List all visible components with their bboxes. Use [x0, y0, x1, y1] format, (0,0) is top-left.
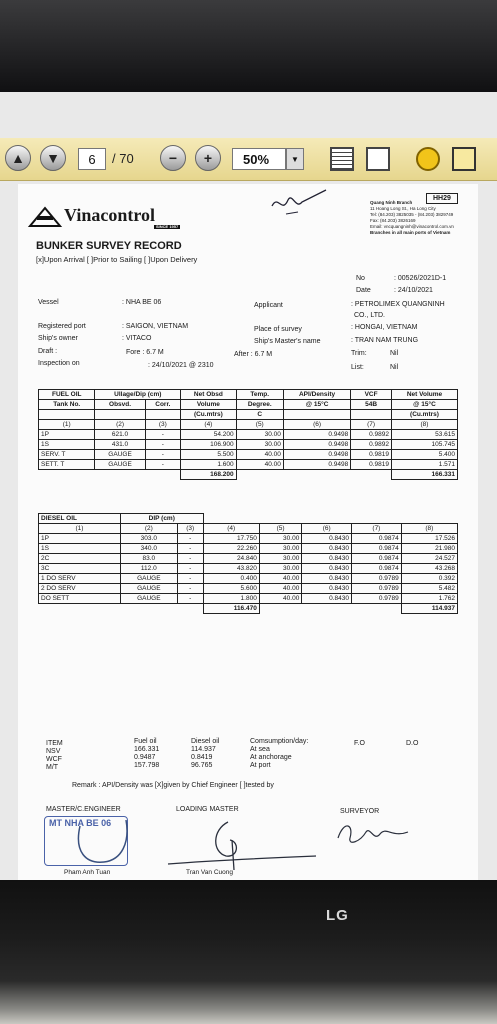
zoom-dropdown-button[interactable] [286, 148, 304, 170]
table-cell: 0.9789 [352, 574, 402, 584]
table-cell: 5.500 [181, 450, 237, 460]
table-cell: 1.762 [401, 594, 457, 604]
table-cell: 2C [39, 554, 121, 564]
inspection-value: : 24/10/2021 @ 2310 [148, 362, 214, 369]
page-number-input[interactable]: 6 [78, 148, 106, 170]
signature-initials [268, 186, 330, 222]
table-cell: 83.0 [120, 554, 177, 564]
fuel-oil-table [38, 389, 458, 480]
summary-fuel-wcf: 0.9487 [134, 754, 156, 761]
table-cell: 1.800 [203, 594, 259, 604]
table-cell: 1S [39, 544, 121, 554]
table-cell: 0.392 [401, 574, 457, 584]
table-cell: - [145, 440, 181, 450]
th-cumtrs-b: (Cu.mtrs) [391, 410, 457, 420]
table-cell: 1P [39, 430, 95, 440]
loading-master-name: Tran Van Cuong [186, 869, 233, 876]
port-value: : SAIGON, VIETNAM [122, 323, 189, 330]
stamp-text: MT NHA BE 06 [49, 818, 112, 828]
th-net-obsd: Net Obsd [181, 390, 237, 400]
table-cell: 40.00 [259, 574, 302, 584]
table-cell: - [177, 564, 203, 574]
th-blank [283, 410, 350, 420]
loading-master-signature [148, 812, 318, 872]
table-cell: 43.820 [203, 564, 259, 574]
summary-fuel-nsv: 166.331 [134, 746, 160, 753]
at-port-label: At port [250, 762, 271, 769]
col-num: (5) [236, 420, 283, 430]
table-cell: 0.8430 [302, 564, 352, 574]
summary-diesel-label: Diesel oil [191, 738, 220, 745]
owner-label: Ship's owner [38, 335, 78, 342]
th-c: C [236, 410, 283, 420]
table-cell: 0.8430 [302, 554, 352, 564]
table-cell: - [177, 594, 203, 604]
table-cell: 0.9498 [283, 450, 350, 460]
col-num: (1) [39, 420, 95, 430]
th-blank [351, 410, 392, 420]
table-cell: 0.9874 [352, 564, 402, 574]
monitor-bezel-bottom [0, 880, 497, 1024]
zoom-in-button[interactable] [195, 145, 221, 171]
branch-line-2: 11 Hoang Long St., Ha Long City [370, 206, 436, 211]
table-cell: 40.00 [236, 460, 283, 470]
th-corr: Corr. [145, 400, 181, 410]
table-cell: 0.8430 [302, 544, 352, 554]
list-label: List: [351, 364, 364, 371]
table-cell: 0.8430 [302, 584, 352, 594]
col-num: (2) [120, 524, 177, 534]
col-num: (6) [283, 420, 350, 430]
th-tank: Tank No. [39, 400, 95, 410]
branch-line-4: Fax: (84.203) 3826169 [370, 218, 416, 223]
table-cell: 112.0 [120, 564, 177, 574]
table-cell: 1S [39, 440, 95, 450]
branch-line-6: Branches in all main ports of Vietnam [370, 230, 451, 235]
draft-label: Draft : [38, 348, 58, 355]
diesel-rows [39, 534, 458, 604]
chevron-down-icon: ▼ [291, 154, 299, 164]
draft-after: After : 6.7 M [234, 351, 273, 358]
th-blank [95, 410, 145, 420]
master-name: Pham Anh Tuan [64, 869, 111, 876]
company-logo-text: Vinacontrol [64, 205, 156, 225]
table-cell: 1P [39, 534, 121, 544]
branch-line-1: Quang Ninh Branch [370, 200, 413, 205]
master-sign-label: MASTER/C.ENGINEER [46, 806, 121, 813]
table-cell: - [145, 460, 181, 470]
vinacontrol-logo-icon [28, 206, 62, 228]
vessel-value: : NHA BE 06 [122, 299, 162, 306]
table-cell: 24.840 [203, 554, 259, 564]
col-num: (7) [351, 420, 392, 430]
diesel-oil-table [38, 513, 458, 614]
table-cell: 0.8430 [302, 594, 352, 604]
draft-fore: Fore : 6.7 M [126, 349, 164, 356]
do-label: D.O [406, 740, 419, 747]
table-cell: 621.0 [95, 430, 145, 440]
table-row [39, 450, 458, 460]
table-cell: 21.980 [401, 544, 457, 554]
col-num: (3) [177, 524, 203, 534]
table-cell: GAUGE [120, 584, 177, 594]
table-cell: 105.745 [391, 440, 457, 450]
fit-width-icon[interactable] [366, 147, 390, 171]
table-cell: 40.00 [259, 584, 302, 594]
at-sea-label: At sea [250, 746, 270, 753]
th-net-volume: Net Volume [391, 390, 457, 400]
no-label: No [356, 275, 365, 282]
col-num: (7) [352, 524, 402, 534]
document-page [18, 184, 478, 912]
table-cell: 0.9498 [283, 440, 350, 450]
col-num: (8) [391, 420, 457, 430]
table-cell: - [145, 430, 181, 440]
vessel-label: Vessel [38, 299, 59, 306]
minus-icon: − [168, 150, 178, 166]
summary-fuel-label: Fuel oil [134, 738, 157, 745]
zoom-select[interactable]: 50% [232, 148, 286, 170]
summary-nsv-label: NSV [46, 748, 61, 755]
table-row [39, 564, 458, 574]
table-cell: 40.00 [259, 594, 302, 604]
table-cell: 0.9892 [351, 430, 392, 440]
summary-mt-label: M/T [46, 764, 59, 771]
table-row [39, 544, 458, 554]
th-obsvd: Obsvd. [95, 400, 145, 410]
table-row [39, 594, 458, 604]
table-cell: SERV. T [39, 450, 95, 460]
pdf-toolbar [0, 138, 497, 181]
surveyor-signature [332, 814, 412, 854]
table-cell: 5.600 [203, 584, 259, 594]
th-cumtrs: (Cu.mtrs) [181, 410, 237, 420]
master-signature [68, 812, 148, 870]
no-value: : 00526/2021D-1 [394, 275, 447, 282]
table-cell: 0.8430 [302, 574, 352, 584]
table-cell: 2 DO SERV [39, 584, 121, 594]
table-cell: 0.9874 [352, 534, 402, 544]
table-cell: 54.200 [181, 430, 237, 440]
doc-code: HH29 [426, 193, 458, 204]
fit-page-icon[interactable] [330, 147, 354, 171]
trim-value: Nil [390, 350, 399, 357]
table-cell: 1.571 [391, 460, 457, 470]
table-cell: 5.400 [391, 450, 457, 460]
th-54b: 54B [351, 400, 392, 410]
col-num: (5) [259, 524, 302, 534]
th-vcf: VCF [351, 390, 392, 400]
table-cell: - [145, 450, 181, 460]
monitor-brand: LG [326, 907, 349, 924]
table-cell: 43.268 [401, 564, 457, 574]
table-cell: 0.9498 [283, 430, 350, 440]
plus-icon: + [203, 150, 213, 166]
table-cell: 0.8430 [302, 534, 352, 544]
table-cell: 431.0 [95, 440, 145, 450]
table-cell: 1 DO SERV [39, 574, 121, 584]
th-fuel-oil: FUEL OIL [39, 390, 95, 400]
summary-item-label: ITEM [46, 740, 63, 747]
col-num: (4) [181, 420, 237, 430]
fo-label: F.O [354, 740, 365, 747]
table-cell: 30.00 [259, 564, 302, 574]
table-cell: - [177, 534, 203, 544]
fuel-total-obs: 168.200 [181, 470, 237, 480]
diesel-total-obs: 116.470 [203, 604, 259, 614]
fuel-rows [39, 430, 458, 470]
table-cell: SETT. T [39, 460, 95, 470]
remark-text: Remark : API/Density was [X]given by Chief Engineer [ ]tested by [72, 782, 274, 789]
col-num: (6) [302, 524, 352, 534]
trim-label: Trim: [351, 350, 367, 357]
summary-diesel-wcf: 0.8419 [191, 754, 213, 761]
table-cell: 0.9789 [352, 594, 402, 604]
th-at15: @ 15°C [283, 400, 350, 410]
survey-options: [x]Upon Arrival [ ]Prior to Sailing [ ]Upon Delivery [36, 255, 198, 264]
table-cell: GAUGE [120, 594, 177, 604]
summary-diesel-mt: 96.765 [191, 762, 213, 769]
table-cell: 17.750 [203, 534, 259, 544]
table-cell: GAUGE [120, 574, 177, 584]
table-cell: 30.00 [259, 544, 302, 554]
table-row [39, 534, 458, 544]
table-cell: 1.600 [181, 460, 237, 470]
branch-line-5: Email: vncquangninh@vinacontrol.com.vn [370, 224, 454, 229]
table-cell: 3C [39, 564, 121, 574]
th-blank [145, 410, 181, 420]
master-value: : TRAN NAM TRUNG [351, 337, 419, 344]
table-row [39, 430, 458, 440]
th-dip: DIP (cm) [120, 514, 203, 524]
monitor-bezel-top [0, 0, 497, 92]
table-cell: 106.900 [181, 440, 237, 450]
table-cell: 0.9874 [352, 544, 402, 554]
sign-icon[interactable] [452, 147, 476, 171]
col-num: (2) [95, 420, 145, 430]
table-cell: 22.260 [203, 544, 259, 554]
table-cell: 303.0 [120, 534, 177, 544]
col-num: (3) [145, 420, 181, 430]
screen [0, 92, 497, 880]
applicant-label: Applicant [254, 302, 283, 309]
place-label: Place of survey [254, 326, 302, 333]
table-cell: GAUGE [95, 450, 145, 460]
th-degree: Degree. [236, 400, 283, 410]
table-cell: 5.482 [401, 584, 457, 594]
fuel-total-net: 166.331 [391, 470, 457, 480]
th-blank [39, 410, 95, 420]
table-cell: 340.0 [120, 544, 177, 554]
branch-line-3: Tel: (84.203) 3825035 - (84.203) 3829749 [370, 212, 454, 217]
summary-fuel-mt: 157.798 [134, 762, 160, 769]
zoom-out-button[interactable] [160, 145, 186, 171]
summary-wcf-label: WCF [46, 756, 62, 763]
table-cell: 0.400 [203, 574, 259, 584]
th-api: API/Density [283, 390, 350, 400]
arrow-down-icon: ▼ [46, 150, 60, 166]
table-cell: 17.526 [401, 534, 457, 544]
col-num: (4) [203, 524, 259, 534]
doc-title: BUNKER SURVEY RECORD [36, 240, 182, 252]
col-num: (8) [401, 524, 457, 534]
place-value: : HONGAI, VIETNAM [351, 324, 418, 331]
surveyor-sign-label: SURVEYOR [340, 808, 380, 815]
table-cell: 30.00 [236, 430, 283, 440]
diesel-total-net: 114.937 [401, 604, 457, 614]
col-num: (1) [39, 524, 121, 534]
table-row [39, 554, 458, 564]
loading-sign-label: LOADING MASTER [176, 806, 239, 813]
table-row [39, 440, 458, 450]
th-volume: Volume [181, 400, 237, 410]
applicant-value: : PETROLIMEX QUANGNINH [351, 301, 445, 308]
arrow-up-icon: ▲ [11, 150, 25, 166]
page-up-button[interactable] [5, 145, 31, 171]
since-label: SINCE 1957 [156, 224, 179, 229]
table-cell: 0.9498 [283, 460, 350, 470]
table-cell: 24.527 [401, 554, 457, 564]
table-cell: 0.9874 [352, 554, 402, 564]
table-cell: - [177, 544, 203, 554]
table-cell: - [177, 584, 203, 594]
summary-diesel-nsv: 114.937 [191, 746, 216, 753]
th-diesel-oil: DIESEL OIL [39, 514, 121, 524]
table-cell: 0.9892 [351, 440, 392, 450]
table-cell: GAUGE [95, 460, 145, 470]
table-cell: 30.00 [259, 534, 302, 544]
table-row [39, 460, 458, 470]
inspection-label: Inspection on [38, 360, 80, 367]
applicant-value-2: CO., LTD. [354, 312, 385, 319]
th-temp: Temp. [236, 390, 283, 400]
table-cell: 0.9819 [351, 450, 392, 460]
table-cell: 30.00 [236, 440, 283, 450]
port-label: Registered port [38, 323, 86, 330]
table-cell: 0.9789 [352, 584, 402, 594]
master-label: Ship's Master's name [254, 338, 321, 345]
th-ullage: Ullage/Dip (cm) [95, 390, 181, 400]
table-row [39, 574, 458, 584]
table-cell: - [177, 574, 203, 584]
at-anchorage-label: At anchorage [250, 754, 292, 761]
comment-icon[interactable] [416, 147, 440, 171]
table-cell: 0.9819 [351, 460, 392, 470]
table-cell: - [177, 554, 203, 564]
date-label: Date [356, 287, 371, 294]
table-row [39, 584, 458, 594]
th-at15-b: @ 15°C [391, 400, 457, 410]
table-cell: 40.00 [236, 450, 283, 460]
date-value: : 24/10/2021 [394, 287, 433, 294]
table-cell: DO SETT [39, 594, 121, 604]
table-cell: 53.615 [391, 430, 457, 440]
list-value: Nil [390, 364, 399, 371]
consumption-label: Comsumption/day: [250, 738, 309, 745]
table-cell: 30.00 [259, 554, 302, 564]
owner-value: : VITACO [122, 335, 152, 342]
page-down-button[interactable] [40, 145, 66, 171]
page-total: / 70 [112, 151, 134, 166]
